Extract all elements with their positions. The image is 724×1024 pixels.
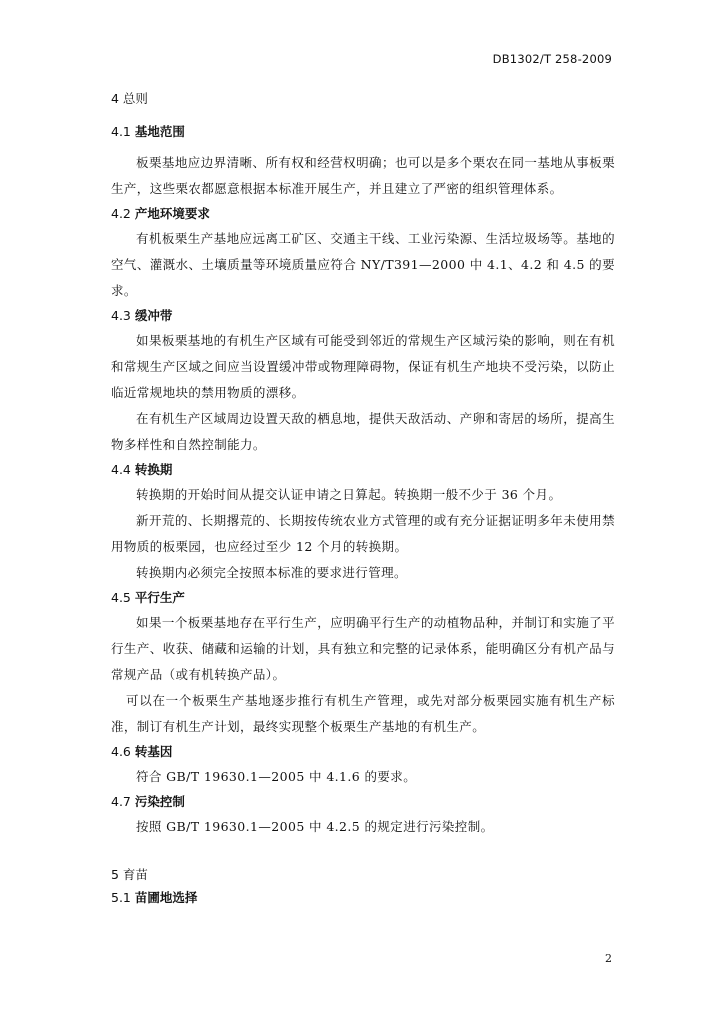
section-4-heading: 4 总则 xyxy=(111,91,148,106)
section-title: 转基因 xyxy=(134,744,173,759)
section-title: 平行生产 xyxy=(134,590,185,605)
section-4-1-heading xyxy=(111,120,615,144)
section-number: 4.4 xyxy=(111,462,131,477)
section-number: 4.6 xyxy=(111,744,131,759)
paragraph: 按照 GB/T 19630.1—2005 中 4.2.5 的规定进行污染控制。 xyxy=(136,819,494,834)
section-title: 缓冲带 xyxy=(134,308,173,323)
section-number: 4.1 xyxy=(111,124,131,139)
section-4-5-heading xyxy=(111,586,615,610)
paragraph: 如果一个板栗基地存在平行生产，应明确平行生产的动植物品种，并制订和实施了平行生产、收获、储藏和运输的计划，具有独立和完整的记录体系，能明确区分有机产品与常规产品（或有机转换产品）。 xyxy=(111,615,615,682)
paragraph: 可以在一个板栗生产基地逐步推行有机生产管理，或先对部分板栗园实施有机生产标准，制订有机生产计划，最终实现整个板栗生产基地的有机生产。 xyxy=(111,693,615,734)
paragraph: 符合 GB/T 19630.1—2005 中 4.1.6 的要求。 xyxy=(136,769,417,784)
section-title: 基地范围 xyxy=(134,124,185,139)
section-number: 4.2 xyxy=(111,206,131,221)
paragraph: 在有机生产区域周边设置天敌的栖息地，提供天敌活动、产卵和寄居的场所，提高生物多样性和自然控制能力。 xyxy=(111,411,615,452)
section-5-heading: 5 育苗 xyxy=(111,867,148,882)
section-title: 转换期 xyxy=(134,462,173,477)
paragraph: 转换期的开始时间从提交认证申请之日算起。转换期一般不少于 36 个月。 xyxy=(136,487,562,502)
section-5-1-heading xyxy=(111,886,615,910)
section-4-6-heading xyxy=(111,740,615,764)
document-body xyxy=(111,88,615,910)
section-number: 5.1 xyxy=(111,890,131,905)
paragraph: 有机板栗生产基地应远离工矿区、交通主干线、工业污染源、生活垃圾场等。基地的空气、灌溉水、土壤质量等环境质量应符合 NY/T391—2000 中 4.1、4.2 和 4.5 的要求。 xyxy=(111,231,615,298)
document-code: DB1302/T 258-2009 xyxy=(492,52,612,66)
section-4-2-heading xyxy=(111,202,615,226)
section-title: 苗圃地选择 xyxy=(134,890,198,905)
paragraph: 新开荒的、长期撂荒的、长期按传统农业方式管理的或有充分证据证明多年未使用禁用物质的板栗园，也应经过至少 12 个月的转换期。 xyxy=(111,513,615,554)
section-number: 4.7 xyxy=(111,794,131,809)
section-title: 产地环境要求 xyxy=(134,206,210,221)
section-4-7-heading xyxy=(111,790,615,814)
section-title: 污染控制 xyxy=(134,794,185,809)
paragraph: 板栗基地应边界清晰、所有权和经营权明确；也可以是多个栗农在同一基地从事板栗生产，这些栗农都愿意根据本标准开展生产，并且建立了严密的组织管理体系。 xyxy=(111,155,615,196)
paragraph: 如果板栗基地的有机生产区域有可能受到邻近的常规生产区域污染的影响，则在有机和常规生产区域之间应当设置缓冲带或物理障碍物，保证有机生产地块不受污染，以防止临近常规地块的禁用物质的漂移。 xyxy=(111,333,615,400)
section-number: 4.5 xyxy=(111,590,131,605)
section-4-4-heading xyxy=(111,458,615,482)
paragraph: 转换期内必须完全按照本标准的要求进行管理。 xyxy=(136,565,407,580)
page-number: 2 xyxy=(605,952,612,965)
section-number: 4.3 xyxy=(111,308,131,323)
section-4-3-heading xyxy=(111,304,615,328)
